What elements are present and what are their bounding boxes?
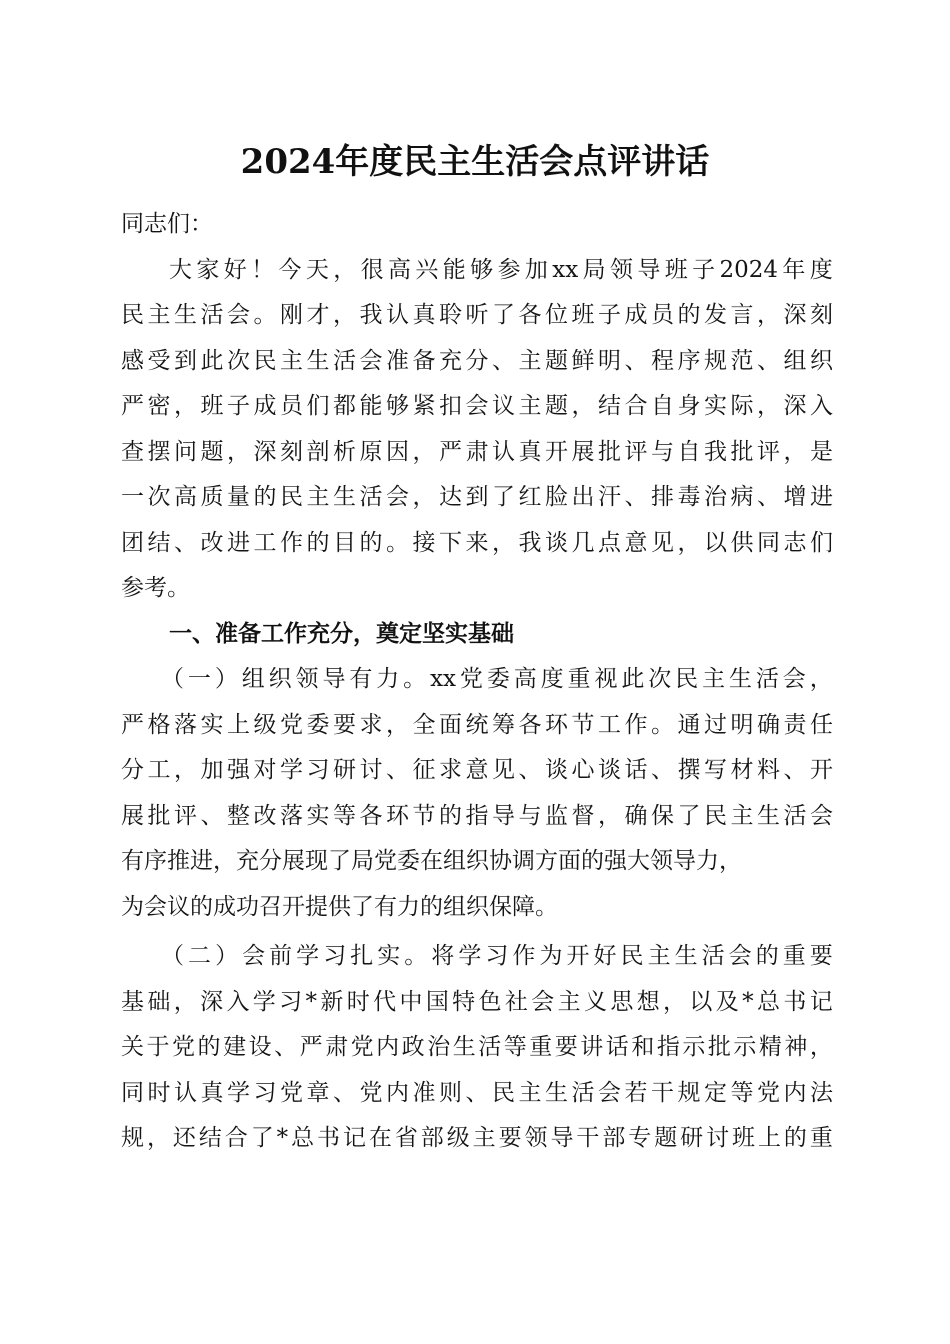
paragraph-line: （ 一 ） 组 织 领 导 有 力 。 xx 党 委 高 度 重 视 此 次 民 主 生 活 会 ， (161, 666, 833, 692)
subsection-organization (121, 657, 833, 930)
paragraph-line: 查 摆 问 题 ， 深 刻 剖 析 原 因 ， 严 肃 认 真 开 展 批 评 与 自 我 批 评 ， 是 (121, 438, 833, 465)
paragraph-line: 大 家 好 ！ 今 天 ， 很 高 兴 能 够 参 加 xx 局 领 导 班 子 2024 年 度 (169, 256, 833, 283)
paragraph-line: （ 二 ） 会 前 学 习 扎 实 。 将 学 习 作 为 开 好 民 主 生 活 会 的 重 要 (161, 943, 833, 969)
paragraph-line: 团 结 、 改 进 工 作 的 目 的 。 接 下 来 ， 我 谈 几 点 意 见 ， 以 供 同 志 们 (121, 529, 833, 556)
subsection-study (121, 934, 833, 1162)
paragraph-line: 分 工 ， 加 强 对 学 习 研 讨 、 征 求 意 见 、 谈 心 谈 话 、 撰 写 材 料 、 开 (121, 757, 833, 783)
document-body (121, 202, 833, 1162)
paragraph-line: 展 批 评 、 整 改 落 实 等 各 环 节 的 指 导 与 监 督 ， 确 保 了 民 主 生 活 会 (121, 802, 833, 829)
paragraph-line: 民 主 生 活 会 。 刚 才 ， 我 认 真 聆 听 了 各 位 班 子 成 员 的 发 言 ， 深 刻 (121, 302, 833, 328)
paragraph-line: 严 密 ， 班 子 成 员 们 都 能 够 紧 扣 会 议 主 题 ， 结 合 自 身 实 际 ， 深 入 (121, 393, 833, 419)
paragraph-intro (121, 248, 833, 612)
paragraph-line: 为会议的成功召开提供了有力的组织保障。 (121, 893, 558, 920)
paragraph-line: 关 于 党 的 建 设 、 严 肃 党 内 政 治 生 活 等 重 要 讲 话 和 指 示 批 示 精 神 ， (121, 1034, 833, 1060)
paragraph-line: 规 ， 还 结 合 了 * 总 书 记 在 省 部 级 主 要 领 导 干 部 专 题 研 讨 班 上 的 重 (121, 1125, 833, 1151)
paragraph-line: 一 次 高 质 量 的 民 主 生 活 会 ， 达 到 了 红 脸 出 汗 、 排 毒 治 病 、 增 进 (121, 484, 833, 510)
section-heading: 一、准备工作充分，奠定坚实基础 (169, 620, 514, 647)
paragraph-line: 同 时 认 真 学 习 党 章 、 党 内 准 则 、 民 主 生 活 会 若 干 规 定 等 党 内 法 (121, 1079, 833, 1106)
paragraph-line: 有序推进，充分展现了局党委在组织协调方面的强大领导力， (121, 848, 742, 874)
salutation: 同志们： (121, 211, 213, 237)
paragraph-line: 严 格 落 实 上 级 党 委 要 求 ， 全 面 统 筹 各 环 节 工 作 。 通 过 明 确 责 任 (121, 711, 833, 738)
paragraph-line: 基 础 ， 深 入 学 习 * 新 时 代 中 国 特 色 社 会 主 义 思 想 ， 以 及 * 总 书 记 (121, 988, 833, 1015)
document-title: 2024年度民主生活会点评讲话 (240, 142, 710, 182)
paragraph-line: 参考。 (121, 575, 190, 601)
paragraph-line: 感 受 到 此 次 民 主 生 活 会 准 备 充 分 、 主 题 鲜 明 、 程 序 规 范 、 组 织 (121, 347, 833, 374)
